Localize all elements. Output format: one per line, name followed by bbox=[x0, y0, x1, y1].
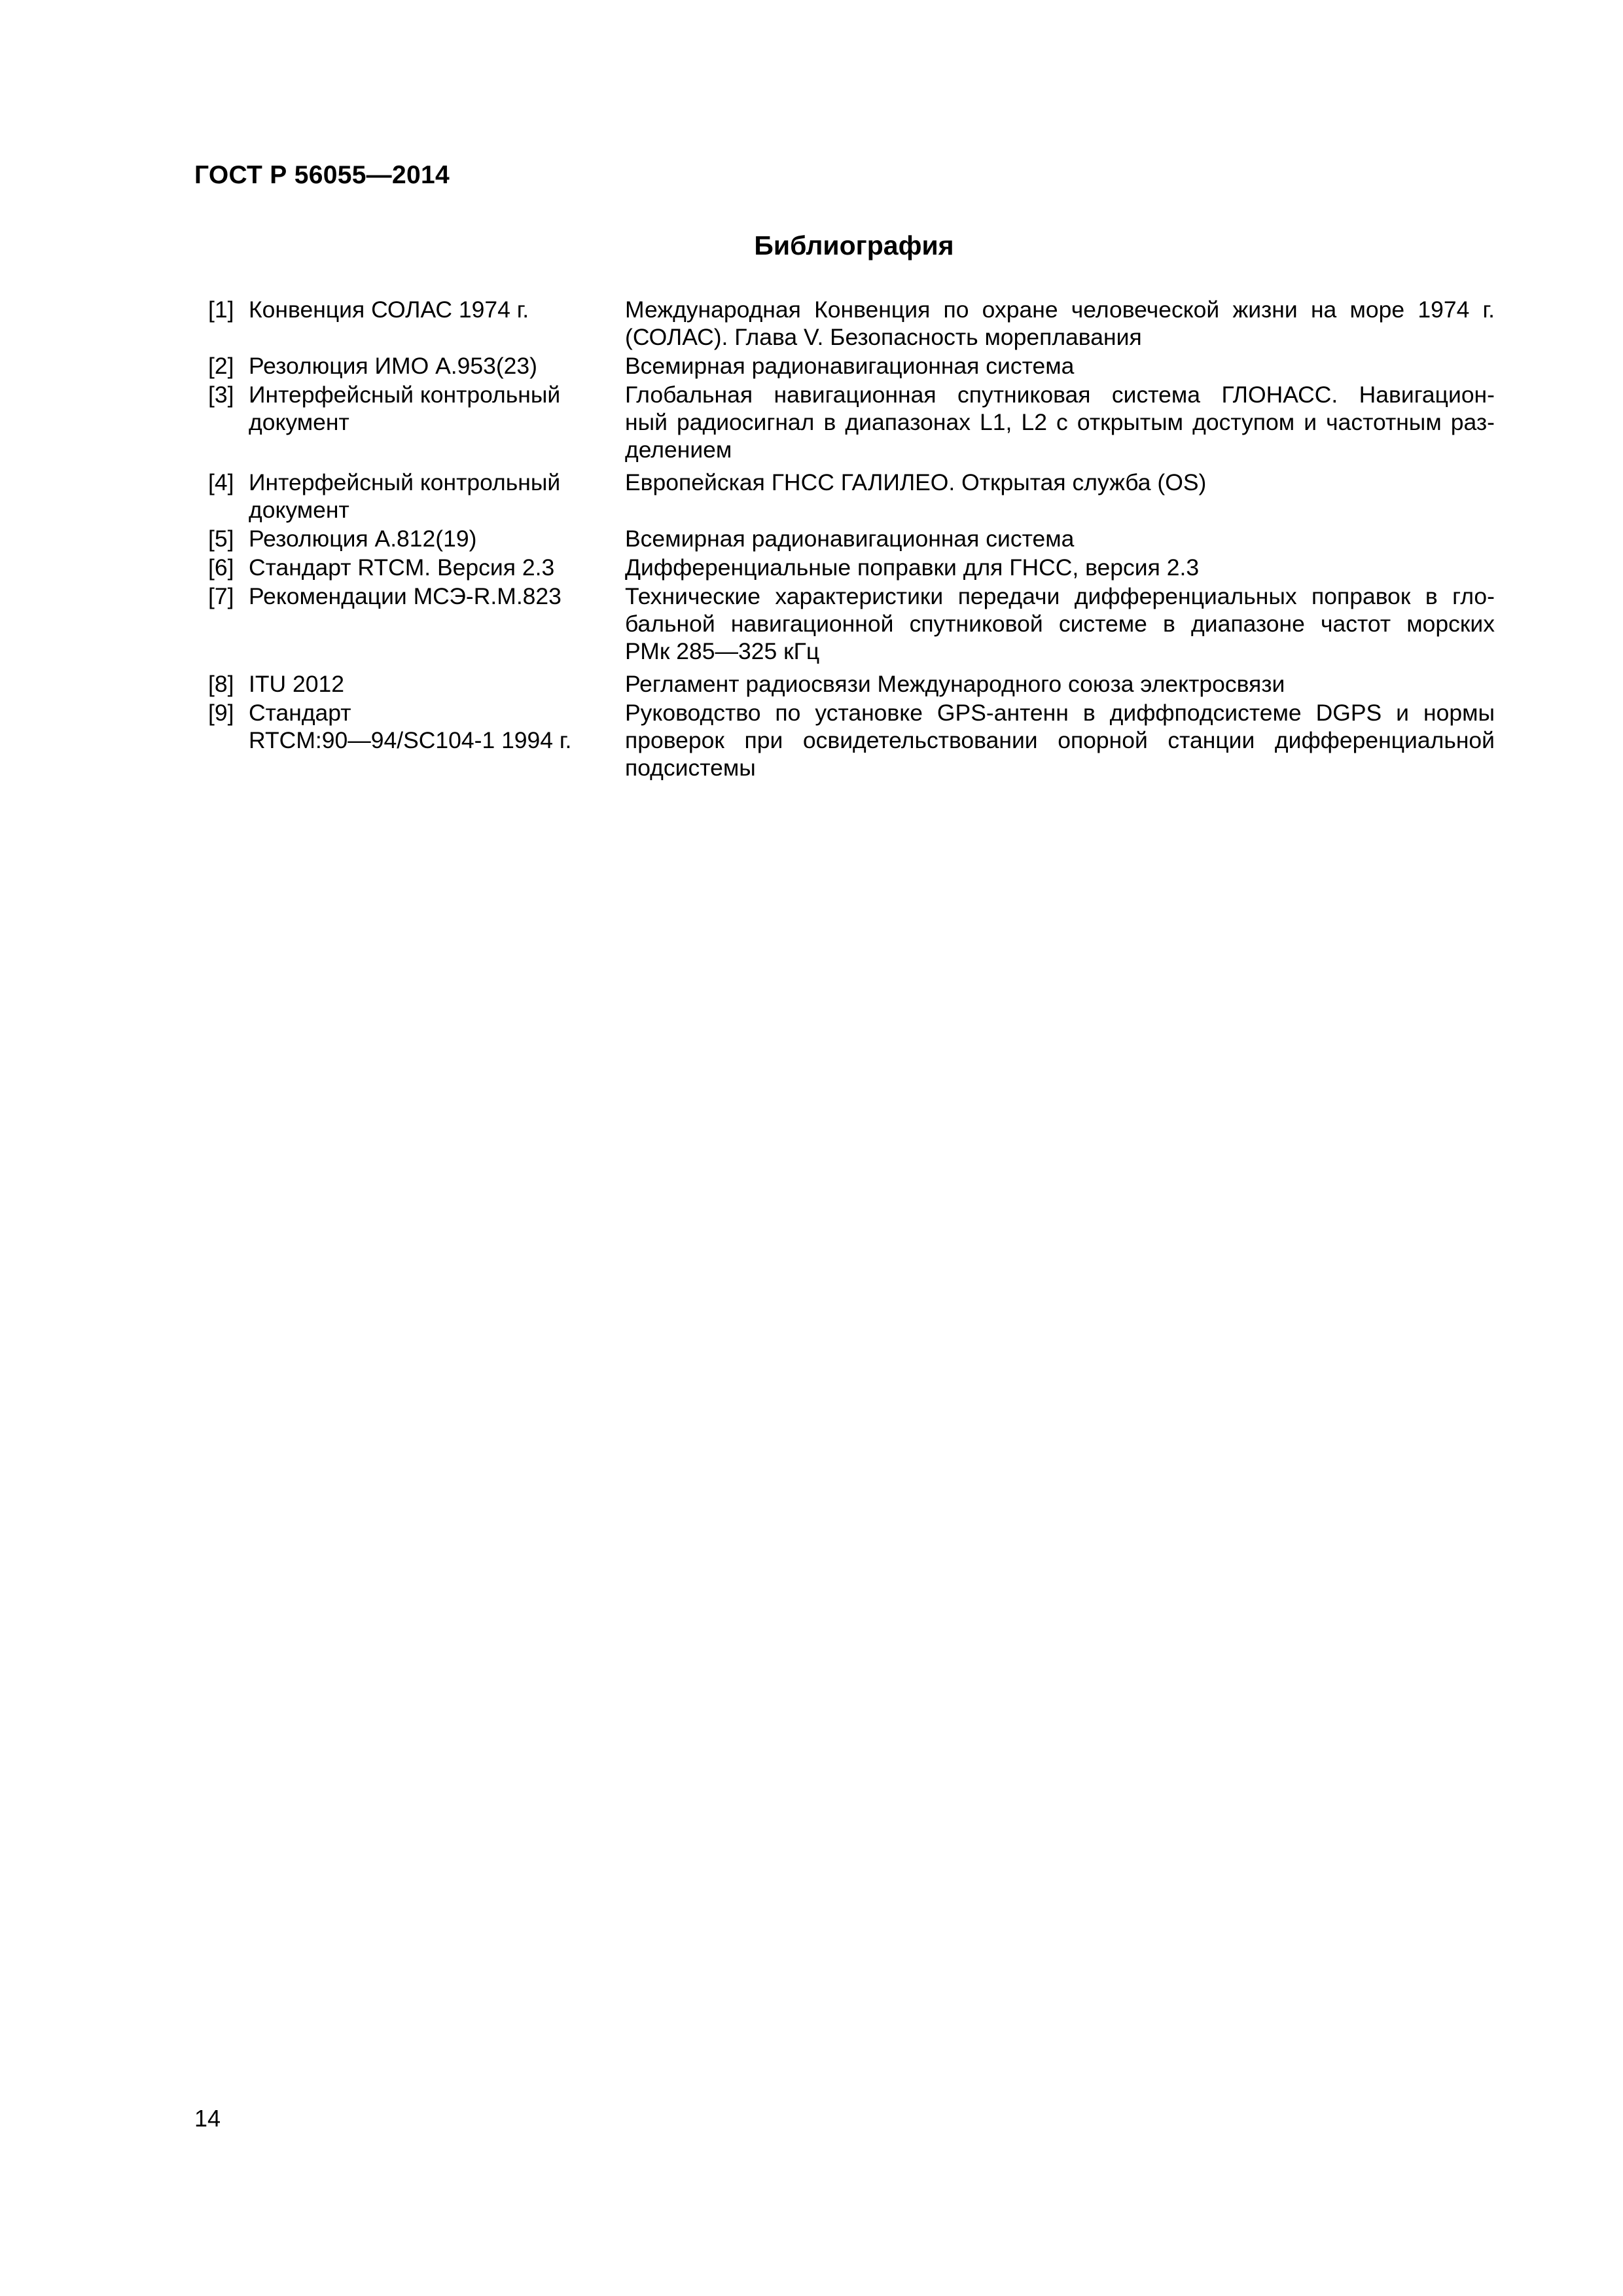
description-line: Международная Конвенция по охране человеческой жизни на море 1974 г. bbox=[625, 296, 1495, 323]
description-line: Дифференциальные поправки для ГНСС, версия 2.3 bbox=[625, 554, 1200, 581]
bibliography-entry bbox=[208, 296, 1495, 351]
description-line: Всемирная радионавигационная система bbox=[625, 526, 1075, 552]
source-line: документ bbox=[249, 497, 349, 523]
bibliography-entry bbox=[208, 670, 1495, 698]
document-header: ГОСТ Р 56055—2014 bbox=[194, 161, 450, 189]
entry-description bbox=[625, 525, 1495, 552]
entry-source bbox=[249, 381, 625, 436]
page-number: 14 bbox=[194, 2105, 221, 2132]
source-line: Стандарт RTCM. Версия 2.3 bbox=[249, 554, 555, 581]
source-line: Резолюция ИМО А.953(23) bbox=[249, 353, 537, 379]
section-title: Библиография bbox=[754, 230, 954, 260]
entry-number: [3] bbox=[208, 382, 234, 408]
source-line: Резолюция А.812(19) bbox=[249, 526, 477, 552]
entry-source bbox=[249, 583, 625, 610]
source-line: документ bbox=[249, 409, 349, 435]
bibliography-entry bbox=[208, 525, 1495, 552]
bibliography-entry bbox=[208, 699, 1495, 781]
description-line: РМк 285—325 кГц bbox=[625, 638, 820, 664]
description-line: Руководство по установке GPS-антенн в диффподсистеме DGPS и нормы bbox=[625, 700, 1495, 726]
description-line: Глобальная навигационная спутниковая система ГЛОНАСС. Навигацион- bbox=[625, 382, 1495, 408]
entry-number: [7] bbox=[208, 583, 234, 609]
entry-number: [4] bbox=[208, 469, 234, 495]
source-line: ITU 2012 bbox=[249, 671, 345, 697]
entry-number: [6] bbox=[208, 554, 234, 581]
description-line: бальной навигационной спутниковой системе в диапазоне частот морских bbox=[625, 611, 1495, 637]
entry-description bbox=[625, 352, 1495, 380]
entry-description bbox=[625, 469, 1495, 496]
bibliography-entry bbox=[208, 583, 1495, 665]
bibliography-entry bbox=[208, 554, 1495, 581]
bibliography-list bbox=[208, 296, 1495, 783]
source-line: RTCM:90—94/SC104-1 1994 г. bbox=[249, 727, 572, 753]
description-line: Всемирная радионавигационная система bbox=[625, 353, 1075, 379]
source-line: Стандарт bbox=[249, 700, 351, 726]
source-line: Конвенция СОЛАС 1974 г. bbox=[249, 296, 529, 323]
source-line: Интерфейсный контрольный bbox=[249, 469, 561, 495]
description-line: подсистемы bbox=[625, 755, 756, 781]
entry-description bbox=[625, 296, 1495, 351]
description-line: Технические характеристики передачи дифференциальных поправок в гло- bbox=[625, 583, 1495, 609]
description-line: проверок при освидетельствовании опорной станции дифференциальной bbox=[625, 727, 1495, 753]
bibliography-entry bbox=[208, 381, 1495, 463]
entry-number: [2] bbox=[208, 353, 234, 379]
entry-source bbox=[249, 352, 625, 380]
entry-source bbox=[249, 525, 625, 552]
bibliography-entry bbox=[208, 352, 1495, 380]
entry-description bbox=[625, 583, 1495, 665]
source-line: Интерфейсный контрольный bbox=[249, 382, 561, 408]
entry-description bbox=[625, 699, 1495, 781]
entry-source bbox=[249, 469, 625, 524]
entry-number: [1] bbox=[208, 296, 234, 323]
source-line: Рекомендации МСЭ-R.M.823 bbox=[249, 583, 562, 609]
entry-source bbox=[249, 670, 625, 698]
entry-number: [5] bbox=[208, 526, 234, 552]
description-line: ный радиосигнал в диапазонах L1, L2 с открытым доступом и частотным раз- bbox=[625, 409, 1495, 435]
entry-source bbox=[249, 296, 625, 323]
entry-source bbox=[249, 554, 625, 581]
entry-source bbox=[249, 699, 625, 754]
entry-description bbox=[625, 554, 1495, 581]
description-line: делением bbox=[625, 437, 732, 463]
bibliography-entry bbox=[208, 469, 1495, 524]
entry-number: [8] bbox=[208, 671, 234, 697]
description-line: Европейская ГНСС ГАЛИЛЕО. Открытая служба (OS) bbox=[625, 469, 1207, 495]
description-line: Регламент радиосвязи Международного союза электросвязи bbox=[625, 671, 1285, 697]
entry-number: [9] bbox=[208, 700, 234, 726]
entry-description bbox=[625, 381, 1495, 463]
entry-description bbox=[625, 670, 1495, 698]
description-line: (СОЛАС). Глава V. Безопасность мореплавания bbox=[625, 324, 1142, 350]
